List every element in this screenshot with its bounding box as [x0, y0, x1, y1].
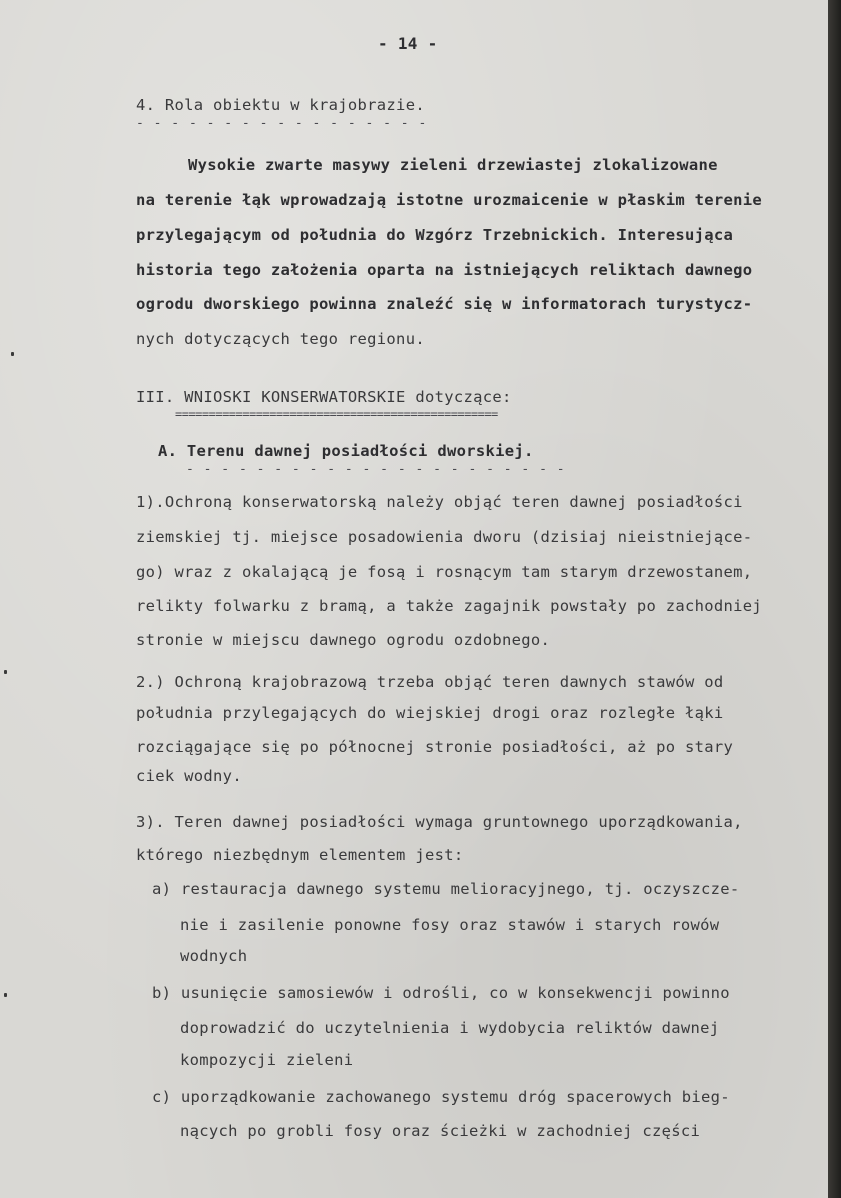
subsection-a-heading: A. Terenu dawnej posiadłości dworskiej.: [158, 442, 534, 460]
section-4-line-5: ogrodu dworskiego powinna znaleźć się w informatorach turystycz-: [136, 295, 753, 313]
margin-speck: [11, 352, 14, 356]
item-2-line-1: 2.) Ochroną krajobrazową trzeba objąć teren dawnych stawów od: [136, 673, 724, 691]
section-4-underline: - - - - - - - - - - - - - - - - -: [136, 116, 428, 131]
section-4-line-6: nych dotyczących tego regionu.: [136, 330, 425, 348]
item-3c-line-2: nących po grobli fosy oraz ścieżki w zachodniej części: [180, 1122, 701, 1140]
item-2-line-3: rozciągające się po północnej stronie posiadłości, aż po stary: [136, 738, 734, 756]
margin-speck: [4, 993, 7, 997]
item-1-line-1: 1).Ochroną konserwatorską należy objąć teren dawnej posiadłości: [136, 493, 743, 511]
item-1-line-2: ziemskiej tj. miejsce posadowienia dworu (dzisiaj nieistniejące-: [136, 528, 753, 546]
item-3b-line-1: b) usunięcie samosiewów i odrośli, co w konsekwencji powinno: [152, 984, 730, 1002]
item-1-line-4: relikty folwarku z bramą, a także zagajnik powstały po zachodniej: [136, 597, 763, 615]
item-3c-line-1: c) uporządkowanie zachowanego systemu dróg spacerowych bieg-: [152, 1088, 730, 1106]
item-1-line-3: go) wraz z okalającą je fosą i rosnącym tam starym drzewostanem,: [136, 563, 753, 581]
section-4-line-1: Wysokie zwarte masywy zieleni drzewiastej zlokalizowane: [188, 156, 718, 174]
section-4-line-3: przylegającym od południa do Wzgórz Trzebnickich. Interesująca: [136, 226, 734, 244]
section-4-line-2: na terenie łąk wprowadzają istotne urozmaicenie w płaskim terenie: [136, 191, 763, 209]
section-3-heading: III. WNIOSKI KONSERWATORSKIE dotyczące:: [136, 388, 512, 406]
subsection-a-underline: - - - - - - - - - - - - - - - - - - - - - -: [186, 462, 566, 477]
scan-edge: [828, 0, 841, 1198]
page-number: - 14 -: [378, 34, 438, 53]
item-1-line-5: stronie w miejscu dawnego ogrodu ozdobnego.: [136, 631, 551, 649]
item-2-line-2: południa przylegających do wiejskiej drogi oraz rozległe łąki: [136, 704, 724, 722]
section-4-heading: 4. Rola obiektu w krajobrazie.: [136, 96, 425, 114]
item-2-line-4: ciek wodny.: [136, 767, 242, 785]
section-3-double-underline: ================================================: [175, 407, 498, 421]
section-4-line-4: historia tego założenia oparta na istniejących reliktach dawnego: [136, 261, 753, 279]
item-3a-line-3: wodnych: [180, 947, 248, 965]
item-3-line-1: 3). Teren dawnej posiadłości wymaga gruntownego uporządkowania,: [136, 813, 743, 831]
item-3b-line-2: doprowadzić do uczytelnienia i wydobycia reliktów dawnej: [180, 1019, 720, 1037]
margin-speck: [4, 670, 7, 674]
item-3-line-2: którego niezbędnym elementem jest:: [136, 846, 464, 864]
item-3a-line-2: nie i zasilenie ponowne fosy oraz stawów i starych rowów: [180, 916, 720, 934]
item-3b-line-3: kompozycji zieleni: [180, 1051, 354, 1069]
item-3a-line-1: a) restauracja dawnego systemu melioracyjnego, tj. oczyszcze-: [152, 880, 740, 898]
